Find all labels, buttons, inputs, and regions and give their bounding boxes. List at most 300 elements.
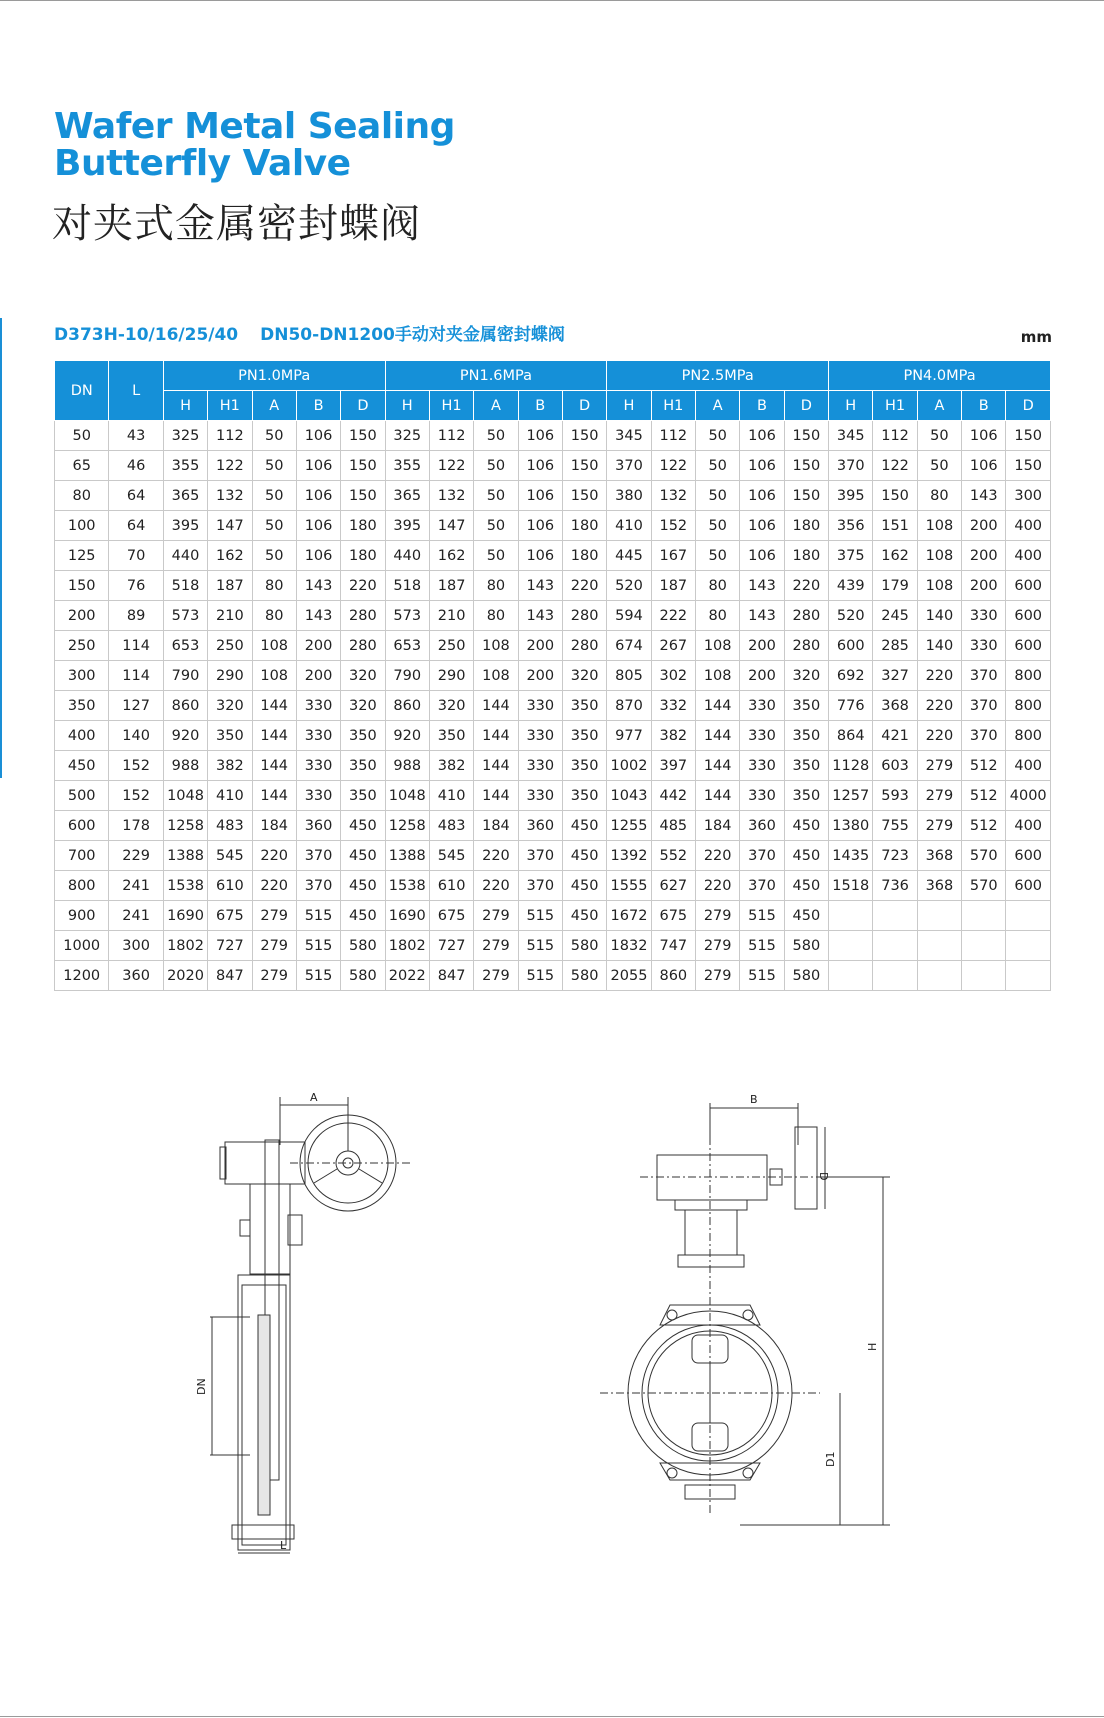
table-cell: 150 xyxy=(341,421,385,451)
table-cell: 150 xyxy=(784,451,828,481)
table-cell: 450 xyxy=(341,871,385,901)
table-cell: 122 xyxy=(208,451,252,481)
table-cell: 593 xyxy=(873,781,917,811)
table-cell: 106 xyxy=(740,541,784,571)
table-cell: 147 xyxy=(429,511,473,541)
table-cell: 150 xyxy=(1006,451,1051,481)
table-cell: 106 xyxy=(962,451,1006,481)
table-cell: 370 xyxy=(962,691,1006,721)
table-cell: 410 xyxy=(607,511,651,541)
table-cell: 167 xyxy=(651,541,695,571)
table-cell: 320 xyxy=(429,691,473,721)
table-cell: 350 xyxy=(562,781,606,811)
table-cell: 106 xyxy=(518,421,562,451)
bolt-top-left xyxy=(667,1310,677,1320)
table-cell: 552 xyxy=(651,841,695,871)
table-cell: 653 xyxy=(163,631,207,661)
cell-l: 241 xyxy=(109,871,163,901)
side-view-svg xyxy=(195,1085,425,1555)
front-view-drawing xyxy=(600,1085,900,1555)
table-cell: 370 xyxy=(740,871,784,901)
table-cell: 1048 xyxy=(385,781,429,811)
table-cell: 350 xyxy=(784,721,828,751)
table-cell: 512 xyxy=(962,751,1006,781)
table-cell: 143 xyxy=(296,571,340,601)
table-cell: 790 xyxy=(163,661,207,691)
bottom-cap xyxy=(232,1525,294,1539)
table-cell xyxy=(962,931,1006,961)
cell-l: 152 xyxy=(109,751,163,781)
table-cell: 1538 xyxy=(163,871,207,901)
table-cell: 50 xyxy=(696,451,740,481)
header-subcol-h: H xyxy=(829,391,873,421)
table-cell: 515 xyxy=(296,931,340,961)
table-cell: 370 xyxy=(829,451,873,481)
table-cell: 600 xyxy=(1006,871,1051,901)
table-cell: 355 xyxy=(385,451,429,481)
table-cell: 50 xyxy=(917,421,961,451)
table-cell: 370 xyxy=(740,841,784,871)
table-cell: 1258 xyxy=(385,811,429,841)
table-cell: 50 xyxy=(696,511,740,541)
table-cell: 50 xyxy=(474,541,518,571)
table-cell: 1048 xyxy=(163,781,207,811)
table-cell: 320 xyxy=(341,661,385,691)
cell-l: 152 xyxy=(109,781,163,811)
table-cell: 847 xyxy=(429,961,473,991)
model-number: D373H-10/16/25/40 xyxy=(54,325,239,345)
table-cell: 627 xyxy=(651,871,695,901)
table-cell: 580 xyxy=(562,931,606,961)
table-cell: 279 xyxy=(252,961,296,991)
table-cell: 350 xyxy=(562,751,606,781)
table-cell: 370 xyxy=(962,721,1006,751)
table-cell: 1690 xyxy=(163,901,207,931)
cell-dn: 50 xyxy=(55,421,109,451)
cell-l: 89 xyxy=(109,601,163,631)
table-cell: 610 xyxy=(208,871,252,901)
table-cell: 210 xyxy=(429,601,473,631)
table-cell: 370 xyxy=(518,871,562,901)
table-cell: 327 xyxy=(873,661,917,691)
table-cell: 106 xyxy=(518,481,562,511)
table-cell: 330 xyxy=(296,781,340,811)
table-row xyxy=(55,841,1051,871)
table-cell: 220 xyxy=(474,841,518,871)
table-cell: 184 xyxy=(474,811,518,841)
table-cell: 600 xyxy=(1006,601,1051,631)
table-cell: 345 xyxy=(607,421,651,451)
table-cell: 200 xyxy=(962,541,1006,571)
table-cell xyxy=(1006,901,1051,931)
table-cell: 279 xyxy=(252,901,296,931)
cell-l: 43 xyxy=(109,421,163,451)
table-cell: 279 xyxy=(917,811,961,841)
table-cell: 222 xyxy=(651,601,695,631)
table-cell: 580 xyxy=(341,961,385,991)
table-row xyxy=(55,721,1051,751)
table-cell: 450 xyxy=(341,901,385,931)
table-cell: 320 xyxy=(341,691,385,721)
table-cell: 180 xyxy=(341,511,385,541)
table-cell: 144 xyxy=(474,751,518,781)
table-cell: 600 xyxy=(1006,841,1051,871)
cell-dn: 80 xyxy=(55,481,109,511)
table-cell: 450 xyxy=(341,811,385,841)
table-cell: 143 xyxy=(962,481,1006,511)
table-cell: 368 xyxy=(873,691,917,721)
table-row xyxy=(55,421,1051,451)
table-cell: 545 xyxy=(208,841,252,871)
cell-dn: 250 xyxy=(55,631,109,661)
table-cell: 330 xyxy=(518,691,562,721)
table-cell: 594 xyxy=(607,601,651,631)
table-cell: 350 xyxy=(784,691,828,721)
table-cell: 180 xyxy=(784,541,828,571)
title-english-line1: Wafer Metal Sealing xyxy=(54,106,455,147)
bracket-body xyxy=(685,1210,737,1255)
table-cell: 382 xyxy=(651,721,695,751)
table-cell xyxy=(873,931,917,961)
table-cell: 330 xyxy=(296,691,340,721)
table-cell: 330 xyxy=(962,631,1006,661)
table-cell: 250 xyxy=(208,631,252,661)
table-row xyxy=(55,751,1051,781)
table-cell: 4000 xyxy=(1006,781,1051,811)
table-cell: 450 xyxy=(562,871,606,901)
title-english xyxy=(54,108,455,182)
table-cell: 776 xyxy=(829,691,873,721)
table-cell: 580 xyxy=(784,961,828,991)
table-body xyxy=(55,421,1051,991)
cell-l: 178 xyxy=(109,811,163,841)
table-row xyxy=(55,601,1051,631)
table-cell: 515 xyxy=(296,901,340,931)
table-cell: 220 xyxy=(252,871,296,901)
table-cell: 187 xyxy=(429,571,473,601)
table-cell: 370 xyxy=(296,841,340,871)
table-cell: 320 xyxy=(208,691,252,721)
table-cell: 106 xyxy=(962,421,1006,451)
front-view-svg xyxy=(600,1085,900,1555)
table-cell: 108 xyxy=(252,631,296,661)
table-row xyxy=(55,481,1051,511)
table-cell: 450 xyxy=(784,901,828,931)
table-cell: 520 xyxy=(829,601,873,631)
bracket-top xyxy=(675,1200,747,1210)
table-cell: 1538 xyxy=(385,871,429,901)
table-cell: 920 xyxy=(163,721,207,751)
table-cell: 483 xyxy=(429,811,473,841)
table-cell: 144 xyxy=(474,781,518,811)
table-cell: 290 xyxy=(429,661,473,691)
header-subcol-b: B xyxy=(962,391,1006,421)
table-cell: 279 xyxy=(252,931,296,961)
table-row xyxy=(55,691,1051,721)
table-cell: 580 xyxy=(562,961,606,991)
table-cell: 50 xyxy=(696,421,740,451)
table-cell: 220 xyxy=(696,871,740,901)
header-subcol-a: A xyxy=(696,391,740,421)
table-cell: 144 xyxy=(474,691,518,721)
table-cell: 395 xyxy=(385,511,429,541)
table-cell: 1802 xyxy=(163,931,207,961)
table-cell: 2020 xyxy=(163,961,207,991)
table-cell: 106 xyxy=(518,541,562,571)
table-cell: 450 xyxy=(784,841,828,871)
table-cell: 675 xyxy=(208,901,252,931)
table-cell: 790 xyxy=(385,661,429,691)
table-cell: 143 xyxy=(740,571,784,601)
table-cell: 610 xyxy=(429,871,473,901)
table-cell: 200 xyxy=(518,631,562,661)
table-cell: 370 xyxy=(518,841,562,871)
table-cell: 106 xyxy=(740,511,784,541)
table-cell: 108 xyxy=(917,541,961,571)
table-cell: 330 xyxy=(296,751,340,781)
table-cell: 515 xyxy=(740,961,784,991)
table-cell: 515 xyxy=(740,901,784,931)
header-l: L xyxy=(109,361,163,421)
cell-l: 114 xyxy=(109,631,163,661)
table-cell: 144 xyxy=(696,781,740,811)
table-cell: 80 xyxy=(474,601,518,631)
table-cell: 847 xyxy=(208,961,252,991)
table-cell: 1392 xyxy=(607,841,651,871)
table-cell: 410 xyxy=(429,781,473,811)
table-cell: 400 xyxy=(1006,511,1051,541)
table-cell: 515 xyxy=(518,901,562,931)
table-cell: 515 xyxy=(518,931,562,961)
table-cell: 300 xyxy=(1006,481,1051,511)
table-cell: 108 xyxy=(696,661,740,691)
table-cell: 50 xyxy=(252,511,296,541)
table-cell: 1388 xyxy=(385,841,429,871)
table-cell: 755 xyxy=(873,811,917,841)
table-row xyxy=(55,781,1051,811)
cell-dn: 300 xyxy=(55,661,109,691)
label-d: D xyxy=(817,1172,830,1181)
table-cell: 860 xyxy=(163,691,207,721)
table-cell: 50 xyxy=(252,451,296,481)
table-cell: 450 xyxy=(784,811,828,841)
cell-l: 114 xyxy=(109,661,163,691)
table-cell: 200 xyxy=(740,661,784,691)
table-cell: 442 xyxy=(651,781,695,811)
table-cell: 350 xyxy=(208,721,252,751)
table-cell: 80 xyxy=(696,601,740,631)
cell-dn: 125 xyxy=(55,541,109,571)
table-cell: 144 xyxy=(252,691,296,721)
table-cell: 440 xyxy=(385,541,429,571)
table-cell: 279 xyxy=(696,901,740,931)
table-cell: 450 xyxy=(341,841,385,871)
table-cell: 106 xyxy=(740,451,784,481)
table-cell: 162 xyxy=(429,541,473,571)
table-cell: 870 xyxy=(607,691,651,721)
table-cell: 439 xyxy=(829,571,873,601)
table-cell: 1435 xyxy=(829,841,873,871)
table-cell: 220 xyxy=(341,571,385,601)
title-chinese: 对夹式金属密封蝶阀 xyxy=(52,201,421,247)
table-cell xyxy=(962,901,1006,931)
table-cell: 805 xyxy=(607,661,651,691)
table-cell: 450 xyxy=(784,871,828,901)
bolt-top-right xyxy=(743,1310,753,1320)
table-cell: 570 xyxy=(962,841,1006,871)
table-cell: 144 xyxy=(696,721,740,751)
table-cell: 108 xyxy=(917,511,961,541)
table-cell: 132 xyxy=(651,481,695,511)
table-cell: 50 xyxy=(696,481,740,511)
table-cell xyxy=(1006,931,1051,961)
table-cell: 382 xyxy=(208,751,252,781)
table-cell: 279 xyxy=(917,781,961,811)
table-cell: 143 xyxy=(740,601,784,631)
table-cell: 518 xyxy=(163,571,207,601)
table-cell: 147 xyxy=(208,511,252,541)
cell-dn: 450 xyxy=(55,751,109,781)
table-cell: 280 xyxy=(784,631,828,661)
table-row xyxy=(55,571,1051,601)
table-row xyxy=(55,901,1051,931)
table-cell: 1555 xyxy=(607,871,651,901)
table-cell: 727 xyxy=(429,931,473,961)
table-cell: 144 xyxy=(252,721,296,751)
header-subcol-b: B xyxy=(296,391,340,421)
table-cell: 350 xyxy=(562,721,606,751)
cell-dn: 350 xyxy=(55,691,109,721)
table-cell: 370 xyxy=(962,661,1006,691)
table-cell: 365 xyxy=(163,481,207,511)
table-cell: 421 xyxy=(873,721,917,751)
table-cell: 80 xyxy=(252,571,296,601)
table-cell: 106 xyxy=(518,451,562,481)
table-cell: 545 xyxy=(429,841,473,871)
cell-dn: 1000 xyxy=(55,931,109,961)
cell-l: 140 xyxy=(109,721,163,751)
table-cell: 50 xyxy=(252,421,296,451)
bracket-base xyxy=(678,1255,744,1267)
table-cell: 184 xyxy=(252,811,296,841)
header-subcol-h1: H1 xyxy=(651,391,695,421)
table-cell: 200 xyxy=(962,511,1006,541)
table-cell: 368 xyxy=(917,841,961,871)
table-cell: 320 xyxy=(562,661,606,691)
table-cell: 350 xyxy=(341,751,385,781)
table-cell: 80 xyxy=(917,481,961,511)
table-cell: 350 xyxy=(784,781,828,811)
header-subcol-h1: H1 xyxy=(208,391,252,421)
table-cell: 345 xyxy=(829,421,873,451)
table-row xyxy=(55,661,1051,691)
dimension-table xyxy=(54,360,1051,991)
table-cell: 675 xyxy=(429,901,473,931)
table-cell: 132 xyxy=(208,481,252,511)
table-cell: 180 xyxy=(562,511,606,541)
bracket xyxy=(250,1184,290,1274)
table-cell: 400 xyxy=(1006,541,1051,571)
table-cell: 150 xyxy=(873,481,917,511)
table-cell: 200 xyxy=(518,661,562,691)
header-subcol-d: D xyxy=(784,391,828,421)
table-cell: 108 xyxy=(474,631,518,661)
table-cell: 1257 xyxy=(829,781,873,811)
table-cell: 108 xyxy=(917,571,961,601)
label-l: L xyxy=(280,1539,287,1552)
table-cell: 200 xyxy=(296,631,340,661)
table-cell: 360 xyxy=(518,811,562,841)
table-cell: 380 xyxy=(607,481,651,511)
table-cell xyxy=(829,931,873,961)
table-cell: 1380 xyxy=(829,811,873,841)
cell-l: 70 xyxy=(109,541,163,571)
unit-label: mm xyxy=(1020,328,1052,346)
cell-l: 46 xyxy=(109,451,163,481)
table-cell: 280 xyxy=(562,601,606,631)
table-cell: 325 xyxy=(385,421,429,451)
table-cell: 330 xyxy=(740,751,784,781)
table-cell: 279 xyxy=(696,961,740,991)
table-cell: 692 xyxy=(829,661,873,691)
table-row xyxy=(55,871,1051,901)
table-cell: 800 xyxy=(1006,661,1051,691)
table-cell: 50 xyxy=(474,421,518,451)
table-cell: 210 xyxy=(208,601,252,631)
table-cell: 285 xyxy=(873,631,917,661)
table-cell: 1128 xyxy=(829,751,873,781)
cell-l: 360 xyxy=(109,961,163,991)
header-subcol-d: D xyxy=(341,391,385,421)
cell-l: 229 xyxy=(109,841,163,871)
table-cell: 50 xyxy=(917,451,961,481)
table-cell: 122 xyxy=(873,451,917,481)
table-cell: 485 xyxy=(651,811,695,841)
header-subcol-d: D xyxy=(1006,391,1051,421)
table-cell: 50 xyxy=(696,541,740,571)
table-cell: 106 xyxy=(296,481,340,511)
table-cell: 280 xyxy=(341,601,385,631)
table-cell: 512 xyxy=(962,811,1006,841)
table-cell xyxy=(1006,961,1051,991)
table-cell: 382 xyxy=(429,751,473,781)
table-cell: 397 xyxy=(651,751,695,781)
table-cell: 860 xyxy=(385,691,429,721)
table-cell: 150 xyxy=(341,481,385,511)
table-row xyxy=(55,811,1051,841)
table-cell: 180 xyxy=(784,511,828,541)
header-group-pn25: PN2.5MPa xyxy=(607,361,829,391)
table-cell: 220 xyxy=(696,841,740,871)
table-cell: 723 xyxy=(873,841,917,871)
table-cell: 179 xyxy=(873,571,917,601)
table-header-row-subcols xyxy=(55,391,1051,421)
spoke-2 xyxy=(314,1169,337,1183)
header-subcol-a: A xyxy=(917,391,961,421)
table-cell xyxy=(829,961,873,991)
table-cell: 1043 xyxy=(607,781,651,811)
label-dn: DN xyxy=(195,1378,208,1395)
header-subcol-h: H xyxy=(385,391,429,421)
top-border-line xyxy=(0,0,1104,1)
table-cell: 518 xyxy=(385,571,429,601)
table-cell: 674 xyxy=(607,631,651,661)
bolt-bottom-right xyxy=(743,1468,753,1478)
table-cell: 395 xyxy=(829,481,873,511)
table-cell: 106 xyxy=(518,511,562,541)
header-subcol-h1: H1 xyxy=(429,391,473,421)
table-cell: 150 xyxy=(784,421,828,451)
